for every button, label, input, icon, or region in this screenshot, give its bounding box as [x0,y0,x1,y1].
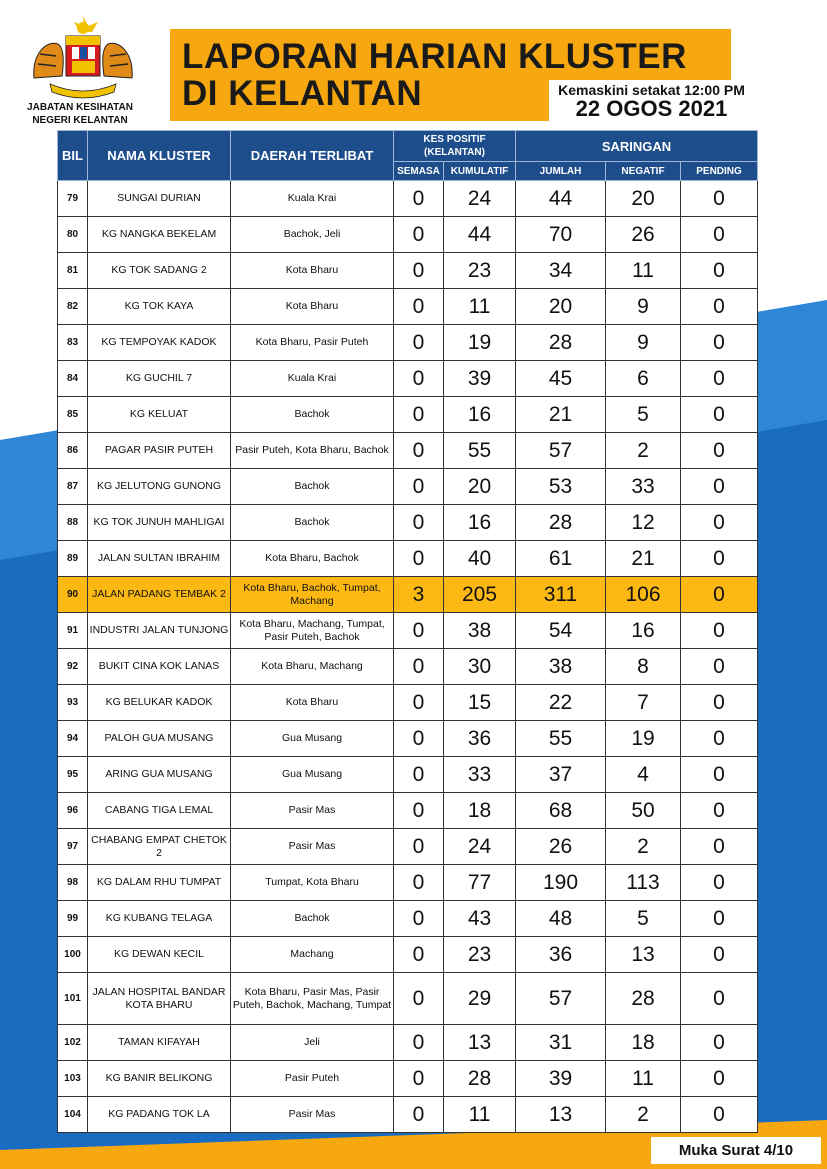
cell-daerah: Kota Bharu [231,253,394,289]
cell-jumlah: 22 [516,685,606,721]
cell-bil: 91 [58,613,88,649]
cell-negatif: 16 [606,613,681,649]
cell-nama-kluster: PAGAR PASIR PUTEH [88,433,231,469]
cell-nama-kluster: KG DALAM RHU TUMPAT [88,865,231,901]
cell-kumulatif: 23 [444,937,516,973]
cell-semasa: 0 [394,181,444,217]
table-row [58,937,758,973]
cell-nama-kluster: KG TOK JUNUH MAHLIGAI [88,505,231,541]
cell-nama-kluster: JALAN SULTAN IBRAHIM [88,541,231,577]
cell-pending: 0 [681,829,758,865]
cell-pending: 0 [681,721,758,757]
cell-semasa: 0 [394,865,444,901]
cell-semasa: 0 [394,613,444,649]
cell-pending: 0 [681,505,758,541]
cluster-table-wrapper [57,130,757,1133]
cell-semasa: 0 [394,361,444,397]
header-jumlah: JUMLAH [516,162,606,181]
agency-line-1: JABATAN KESIHATAN [27,102,133,113]
header-nama-kluster: NAMA KLUSTER [88,131,231,181]
cell-negatif: 21 [606,541,681,577]
cell-negatif: 2 [606,1097,681,1133]
cell-jumlah: 54 [516,613,606,649]
header-kes-positif: KES POSITIF (KELANTAN) [394,131,516,162]
cell-pending: 0 [681,469,758,505]
cell-jumlah: 37 [516,757,606,793]
cell-jumlah: 21 [516,397,606,433]
cell-negatif: 2 [606,433,681,469]
cell-pending: 0 [681,397,758,433]
header-kumulatif: KUMULATIF [444,162,516,181]
header-semasa: SEMASA [394,162,444,181]
cell-pending: 0 [681,217,758,253]
page-number: Muka Surat 4/10 [651,1137,821,1164]
table-row [58,397,758,433]
agency-name [10,101,150,127]
table-row [58,613,758,649]
cell-jumlah: 311 [516,577,606,613]
table-row [58,757,758,793]
cell-bil: 88 [58,505,88,541]
cell-jumlah: 34 [516,253,606,289]
table-row [58,433,758,469]
cell-negatif: 50 [606,793,681,829]
header-saringan: SARINGAN [516,131,758,162]
table-row [58,181,758,217]
cell-nama-kluster: KG NANGKA BEKELAM [88,217,231,253]
cell-kumulatif: 36 [444,721,516,757]
cell-kumulatif: 55 [444,433,516,469]
table-row [58,865,758,901]
cell-bil: 80 [58,217,88,253]
cell-jumlah: 55 [516,721,606,757]
cell-nama-kluster: JALAN HOSPITAL BANDAR KOTA BHARU [88,973,231,1025]
cell-daerah: Pasir Mas [231,829,394,865]
cell-nama-kluster: KG GUCHIL 7 [88,361,231,397]
cell-negatif: 9 [606,325,681,361]
cell-pending: 0 [681,1025,758,1061]
cell-jumlah: 28 [516,505,606,541]
cell-semasa: 0 [394,325,444,361]
cell-bil: 82 [58,289,88,325]
cell-nama-kluster: KG TOK SADANG 2 [88,253,231,289]
cell-kumulatif: 29 [444,973,516,1025]
cell-negatif: 20 [606,181,681,217]
cell-jumlah: 45 [516,361,606,397]
cell-bil: 86 [58,433,88,469]
table-row [58,721,758,757]
cell-nama-kluster: KG KELUAT [88,397,231,433]
cell-jumlah: 57 [516,973,606,1025]
cluster-table-body [58,181,758,1133]
cell-jumlah: 39 [516,1061,606,1097]
cell-semasa: 0 [394,721,444,757]
cell-kumulatif: 43 [444,901,516,937]
cell-pending: 0 [681,1097,758,1133]
cell-daerah: Bachok, Jeli [231,217,394,253]
cell-jumlah: 61 [516,541,606,577]
table-row [58,289,758,325]
cell-negatif: 113 [606,865,681,901]
cell-daerah: Bachok [231,505,394,541]
cell-nama-kluster: KG DEWAN KECIL [88,937,231,973]
malaysia-coat-of-arms-icon [28,14,138,100]
cell-daerah: Kota Bharu, Machang [231,649,394,685]
report-date: 22 OGOS 2021 [575,96,728,121]
cell-nama-kluster: KG TEMPOYAK KADOK [88,325,231,361]
cell-kumulatif: 11 [444,1097,516,1133]
cell-kumulatif: 19 [444,325,516,361]
cell-nama-kluster: ARING GUA MUSANG [88,757,231,793]
cell-daerah: Kota Bharu, Machang, Tumpat, Pasir Puteh, Bachok [231,613,394,649]
cell-jumlah: 57 [516,433,606,469]
header-pending: PENDING [681,162,758,181]
cell-bil: 99 [58,901,88,937]
table-row [58,1097,758,1133]
cell-nama-kluster: INDUSTRI JALAN TUNJONG [88,613,231,649]
cell-bil: 97 [58,829,88,865]
cell-daerah: Gua Musang [231,721,394,757]
cell-nama-kluster: TAMAN KIFAYAH [88,1025,231,1061]
cell-bil: 103 [58,1061,88,1097]
cell-kumulatif: 77 [444,865,516,901]
cell-kumulatif: 16 [444,505,516,541]
cell-daerah: Kota Bharu, Bachok, Tumpat, Machang [231,577,394,613]
cell-kumulatif: 28 [444,1061,516,1097]
table-row [58,469,758,505]
report-title-line-2: DI KELANTAN [182,74,423,113]
cell-bil: 79 [58,181,88,217]
cell-pending: 0 [681,937,758,973]
cell-semasa: 0 [394,217,444,253]
cell-bil: 101 [58,973,88,1025]
cell-daerah: Pasir Puteh [231,1061,394,1097]
cell-pending: 0 [681,289,758,325]
cell-kumulatif: 24 [444,181,516,217]
cell-pending: 0 [681,1061,758,1097]
cell-semasa: 0 [394,541,444,577]
cell-semasa: 0 [394,793,444,829]
header-bil: BIL [58,131,88,181]
updated-label: Kemaskini setakat 12:00 PM [558,82,745,98]
cell-kumulatif: 13 [444,1025,516,1061]
cell-negatif: 4 [606,757,681,793]
cell-semasa: 0 [394,289,444,325]
cell-kumulatif: 24 [444,829,516,865]
table-row [58,829,758,865]
table-row [58,1025,758,1061]
cell-kumulatif: 38 [444,613,516,649]
cell-negatif: 12 [606,505,681,541]
cell-pending: 0 [681,433,758,469]
cell-kumulatif: 16 [444,397,516,433]
cell-negatif: 8 [606,649,681,685]
table-row [58,901,758,937]
cell-nama-kluster: CHABANG EMPAT CHETOK 2 [88,829,231,865]
cell-bil: 84 [58,361,88,397]
table-row [58,793,758,829]
cell-pending: 0 [681,541,758,577]
cell-daerah: Kota Bharu [231,289,394,325]
table-row [58,505,758,541]
cell-daerah: Kota Bharu, Pasir Mas, Pasir Puteh, Bachok, Machang, Tumpat [231,973,394,1025]
cell-negatif: 11 [606,1061,681,1097]
cell-nama-kluster: BUKIT CINA KOK LANAS [88,649,231,685]
cell-daerah: Kota Bharu [231,685,394,721]
cell-nama-kluster: KG BANIR BELIKONG [88,1061,231,1097]
table-row [58,973,758,1025]
cell-bil: 96 [58,793,88,829]
cell-semasa: 0 [394,901,444,937]
cell-jumlah: 36 [516,937,606,973]
cell-semasa: 0 [394,937,444,973]
cell-negatif: 2 [606,829,681,865]
cell-nama-kluster: KG KUBANG TELAGA [88,901,231,937]
cell-nama-kluster: JALAN PADANG TEMBAK 2 [88,577,231,613]
table-row [58,541,758,577]
cell-negatif: 18 [606,1025,681,1061]
cell-nama-kluster: PALOH GUA MUSANG [88,721,231,757]
cell-semasa: 0 [394,433,444,469]
cell-jumlah: 44 [516,181,606,217]
cell-semasa: 0 [394,973,444,1025]
cell-negatif: 33 [606,469,681,505]
cell-bil: 98 [58,865,88,901]
cell-pending: 0 [681,649,758,685]
cell-jumlah: 68 [516,793,606,829]
cell-bil: 93 [58,685,88,721]
cell-semasa: 0 [394,1025,444,1061]
cell-pending: 0 [681,901,758,937]
cell-kumulatif: 205 [444,577,516,613]
header-daerah-terlibat: DAERAH TERLIBAT [231,131,394,181]
cell-semasa: 0 [394,757,444,793]
cell-negatif: 5 [606,901,681,937]
cell-bil: 100 [58,937,88,973]
cell-kumulatif: 30 [444,649,516,685]
cell-nama-kluster: KG JELUTONG GUNONG [88,469,231,505]
cell-jumlah: 13 [516,1097,606,1133]
header-negatif: NEGATIF [606,162,681,181]
cell-negatif: 26 [606,217,681,253]
report-title-line-1: LAPORAN HARIAN KLUSTER [182,37,687,76]
cell-pending: 0 [681,757,758,793]
agency-line-2: NEGERI KELANTAN [32,115,128,126]
cell-jumlah: 31 [516,1025,606,1061]
cell-pending: 0 [681,613,758,649]
cell-daerah: Bachok [231,397,394,433]
cell-negatif: 7 [606,685,681,721]
cell-pending: 0 [681,793,758,829]
cell-kumulatif: 20 [444,469,516,505]
cell-daerah: Kota Bharu, Pasir Puteh [231,325,394,361]
cell-bil: 85 [58,397,88,433]
cell-negatif: 9 [606,289,681,325]
cell-nama-kluster: SUNGAI DURIAN [88,181,231,217]
table-row [58,577,758,613]
cell-kumulatif: 39 [444,361,516,397]
cell-negatif: 19 [606,721,681,757]
cell-daerah: Tumpat, Kota Bharu [231,865,394,901]
cell-pending: 0 [681,865,758,901]
update-date-box [549,80,754,124]
cell-semasa: 0 [394,649,444,685]
cell-semasa: 0 [394,685,444,721]
cell-semasa: 0 [394,253,444,289]
cell-bil: 90 [58,577,88,613]
cell-daerah: Kuala Krai [231,361,394,397]
cell-daerah: Kuala Krai [231,181,394,217]
cell-bil: 104 [58,1097,88,1133]
cell-kumulatif: 11 [444,289,516,325]
cell-bil: 95 [58,757,88,793]
cell-semasa: 0 [394,829,444,865]
cell-kumulatif: 23 [444,253,516,289]
table-row [58,1061,758,1097]
cell-daerah: Bachok [231,901,394,937]
table-row [58,217,758,253]
cell-daerah: Bachok [231,469,394,505]
cell-negatif: 5 [606,397,681,433]
cell-pending: 0 [681,973,758,1025]
cell-negatif: 6 [606,361,681,397]
cell-bil: 87 [58,469,88,505]
table-row [58,649,758,685]
cell-pending: 0 [681,253,758,289]
cell-nama-kluster: KG PADANG TOK LA [88,1097,231,1133]
cell-negatif: 28 [606,973,681,1025]
cell-daerah: Kota Bharu, Bachok [231,541,394,577]
cell-bil: 92 [58,649,88,685]
cell-jumlah: 38 [516,649,606,685]
cell-semasa: 3 [394,577,444,613]
cell-pending: 0 [681,181,758,217]
cell-kumulatif: 33 [444,757,516,793]
cell-jumlah: 20 [516,289,606,325]
cell-jumlah: 53 [516,469,606,505]
table-row [58,253,758,289]
cell-pending: 0 [681,325,758,361]
cell-semasa: 0 [394,1061,444,1097]
cell-daerah: Gua Musang [231,757,394,793]
cell-pending: 0 [681,361,758,397]
cell-pending: 0 [681,685,758,721]
cell-semasa: 0 [394,1097,444,1133]
cell-negatif: 106 [606,577,681,613]
table-row [58,325,758,361]
cell-jumlah: 26 [516,829,606,865]
cell-negatif: 13 [606,937,681,973]
cell-nama-kluster: CABANG TIGA LEMAL [88,793,231,829]
cell-daerah: Pasir Mas [231,1097,394,1133]
table-row [58,361,758,397]
cell-kumulatif: 18 [444,793,516,829]
cell-kumulatif: 15 [444,685,516,721]
cell-bil: 94 [58,721,88,757]
cell-semasa: 0 [394,505,444,541]
cell-daerah: Machang [231,937,394,973]
cell-jumlah: 190 [516,865,606,901]
cell-daerah: Jeli [231,1025,394,1061]
cell-kumulatif: 40 [444,541,516,577]
cell-nama-kluster: KG TOK KAYA [88,289,231,325]
cluster-table [57,130,758,1133]
cell-jumlah: 70 [516,217,606,253]
cell-bil: 83 [58,325,88,361]
cell-daerah: Pasir Mas [231,793,394,829]
cell-bil: 89 [58,541,88,577]
cell-jumlah: 28 [516,325,606,361]
cell-semasa: 0 [394,397,444,433]
cell-nama-kluster: KG BELUKAR KADOK [88,685,231,721]
cell-daerah: Pasir Puteh, Kota Bharu, Bachok [231,433,394,469]
cell-semasa: 0 [394,469,444,505]
cell-pending: 0 [681,577,758,613]
cell-kumulatif: 44 [444,217,516,253]
table-row [58,685,758,721]
cell-negatif: 11 [606,253,681,289]
cell-bil: 102 [58,1025,88,1061]
cell-bil: 81 [58,253,88,289]
cell-jumlah: 48 [516,901,606,937]
